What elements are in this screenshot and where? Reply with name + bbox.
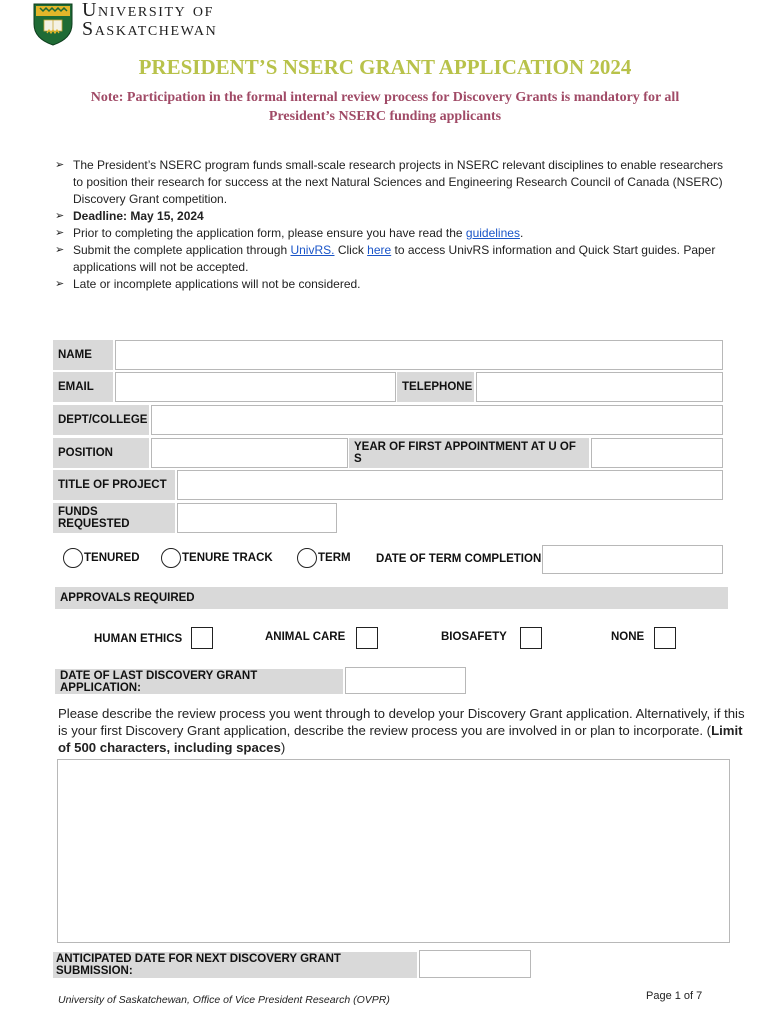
university-name-line1: University of	[82, 0, 215, 21]
tenure-track-radio[interactable]: TENURE TRACK	[161, 548, 273, 568]
radio-circle-icon[interactable]	[161, 548, 181, 568]
review-process-textarea[interactable]	[57, 759, 730, 943]
year-first-appointment-label: YEAR OF FIRST APPOINTMENT AT U OF S	[349, 438, 589, 468]
dept-college-field[interactable]	[151, 405, 723, 435]
funds-requested-label: FUNDS REQUESTED	[53, 503, 175, 533]
university-name	[82, 1, 217, 39]
biosafety-checkbox[interactable]	[520, 627, 542, 649]
name-label: NAME	[53, 340, 113, 370]
guidelines-link[interactable]: guidelines	[465, 226, 520, 240]
dept-college-label: DEPT/COLLEGE	[53, 405, 149, 435]
position-field[interactable]	[151, 438, 348, 468]
univrs-link[interactable]: UnivRS.	[290, 243, 335, 257]
biosafety-label: BIOSAFETY	[441, 631, 507, 643]
animal-care-checkbox[interactable]	[356, 627, 378, 649]
radio-circle-icon[interactable]	[297, 548, 317, 568]
email-field[interactable]	[115, 372, 396, 402]
funds-requested-field[interactable]	[177, 503, 337, 533]
year-first-appointment-field[interactable]	[591, 438, 723, 468]
telephone-label: TELEPHONE	[397, 372, 474, 402]
instructions-list	[55, 157, 735, 293]
arrow-bullet-icon: ➢	[55, 210, 65, 222]
email-label: EMAIL	[53, 372, 113, 402]
none-checkbox[interactable]	[654, 627, 676, 649]
page-title: PRESIDENT’S NSERC GRANT APPLICATION 2024	[138, 55, 632, 79]
list-item: ➢ Submit the complete application through UnivRS. Click here to access UnivRS information and Quick Start guides. Paper applications will not be accepted.	[55, 243, 716, 274]
project-title-field[interactable]	[177, 470, 723, 500]
next-discovery-grant-field[interactable]	[419, 950, 531, 978]
list-item-deadline	[55, 208, 735, 225]
human-ethics-checkbox[interactable]	[191, 627, 213, 649]
term-radio[interactable]: TERM	[297, 548, 351, 568]
approvals-required-header: APPROVALS REQUIRED	[55, 587, 728, 609]
list-item: ➢ The President’s NSERC program funds small-scale research projects in NSERC relevant disciplines to enable researchers to position their research for success at the next Natural Sciences and Engineering Research Council of Canada (NSERC) Discovery Grant competition.	[55, 158, 724, 206]
animal-care-label: ANIMAL CARE	[265, 631, 346, 643]
arrow-bullet-icon: ➢	[55, 278, 65, 290]
none-label: NONE	[611, 631, 645, 643]
university-crest-logo	[32, 2, 74, 46]
tenured-radio[interactable]: TENURED	[63, 548, 140, 568]
list-item: ➢ Late or incomplete applications will not be considered.	[55, 277, 361, 291]
here-link[interactable]: here	[367, 243, 392, 257]
university-name-line2: Saskatchewan	[82, 18, 218, 40]
name-field[interactable]	[115, 340, 723, 370]
radio-circle-icon[interactable]	[63, 548, 83, 568]
human-ethics-label: HUMAN ETHICS	[94, 633, 183, 645]
footer-office: University of Saskatchewan, Office of Vice President Research (OVPR)	[58, 994, 390, 1006]
term-completion-label: DATE OF TERM COMPLETION	[376, 553, 542, 565]
arrow-bullet-icon: ➢	[55, 159, 65, 171]
deadline-text: Deadline: May 15, 2024	[73, 209, 204, 223]
position-label: POSITION	[53, 438, 149, 468]
next-discovery-grant-label: ANTICIPATED DATE FOR NEXT DISCOVERY GRANT SUBMISSION:	[53, 952, 417, 978]
telephone-field[interactable]	[476, 372, 723, 402]
review-process-description: Please describe the review process you went through to develop your Discovery Grant application. Alternatively, if this is your first Discovery Grant application, describe the review process you are involved in or plan to incorporate. (Limit of 500 characters, including spaces)	[58, 706, 745, 755]
project-title-label: TITLE OF PROJECT	[53, 470, 175, 500]
arrow-bullet-icon: ➢	[55, 244, 65, 256]
last-discovery-grant-label: DATE OF LAST DISCOVERY GRANT APPLICATION:	[55, 669, 343, 694]
page-number: Page 1 of 7	[646, 990, 703, 1002]
mandatory-review-note: Note: Participation in the formal internal review process for Discovery Grants is mandatory for all President’s NSERC funding applicants	[90, 90, 680, 124]
arrow-bullet-icon: ➢	[55, 227, 65, 239]
list-item: ➢ Prior to completing the application form, please ensure you have read the guidelines.	[55, 226, 524, 240]
term-completion-field[interactable]	[542, 545, 723, 574]
last-discovery-grant-field[interactable]	[345, 667, 466, 694]
